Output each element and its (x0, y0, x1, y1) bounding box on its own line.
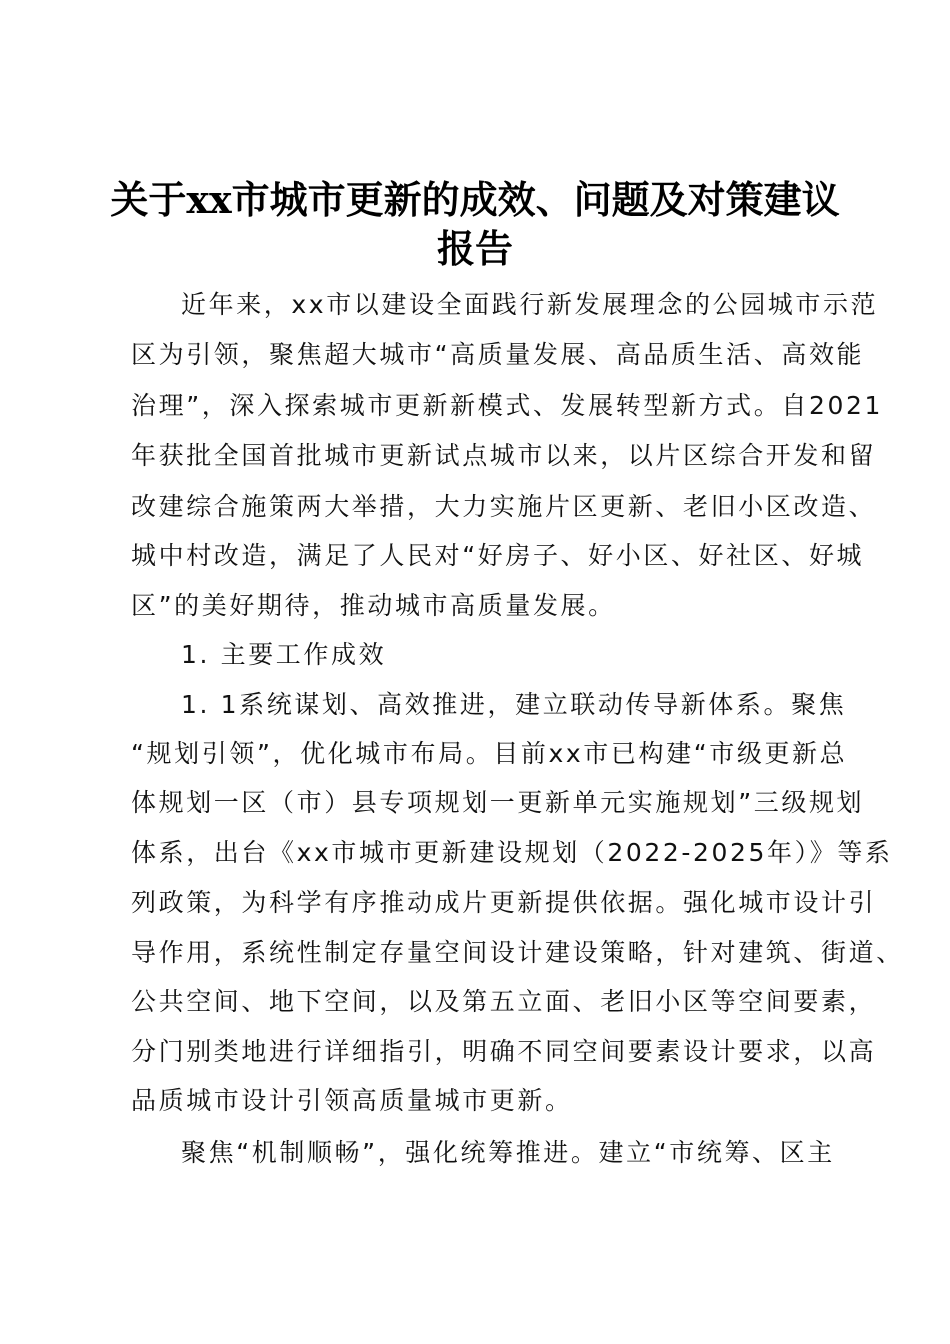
section-heading: 1. 主要工作成效 (181, 640, 387, 669)
body-line-13: 列政策，为科学有序推动成片更新提供依据。强化城市设计引 (131, 888, 877, 917)
body-line-7: 区”的美好期待，推动城市高质量发展。 (131, 591, 616, 620)
body-line-3: 治理”，深入探索城市更新新模式、发展转型新方式。自2021 (131, 391, 883, 420)
body-line-1: 近年来，xx市以建设全面践行新发展理念的公园城市示范 (181, 290, 879, 319)
body-line-11: 体规划一区（市）县专项规划一更新单元实施规划”三级规划 (131, 788, 865, 817)
document-title-line-1: 关于xx市城市更新的成效、问题及对策建议 (110, 177, 840, 222)
body-line-9: 1. 1系统谋划、高效推进，建立联动传导新体系。聚焦 (181, 690, 847, 719)
body-line-12: 体系，出台《xx市城市更新建设规划（2022-2025年）》等系 (131, 838, 893, 867)
body-line-2: 区为引领，聚焦超大城市“高质量发展、高品质生活、高效能 (131, 340, 865, 369)
body-line-15: 公共空间、地下空间，以及第五立面、老旧小区等空间要素， (131, 987, 877, 1016)
body-line-6: 城中村改造，满足了人民对“好房子、好小区、好社区、好城 (131, 541, 865, 570)
body-line-10: “规划引领”，优化城市布局。目前xx市已构建“市级更新总 (131, 739, 848, 768)
body-line-4: 年获批全国首批城市更新试点城市以来，以片区综合开发和留 (131, 441, 877, 470)
body-line-17: 品质城市设计引领高质量城市更新。 (131, 1086, 573, 1115)
body-line-16: 分门别类地进行详细指引，明确不同空间要素设计要求，以高 (131, 1037, 877, 1066)
body-line-5: 改建综合施策两大举措，大力实施片区更新、老旧小区改造、 (131, 492, 877, 521)
body-line-18: 聚焦“机制顺畅”，强化统筹推进。建立“市统筹、区主 (181, 1138, 835, 1167)
body-line-14: 导作用，系统性制定存量空间设计建设策略，针对建筑、街道、 (131, 938, 904, 967)
document-title-line-2: 报告 (436, 226, 513, 271)
